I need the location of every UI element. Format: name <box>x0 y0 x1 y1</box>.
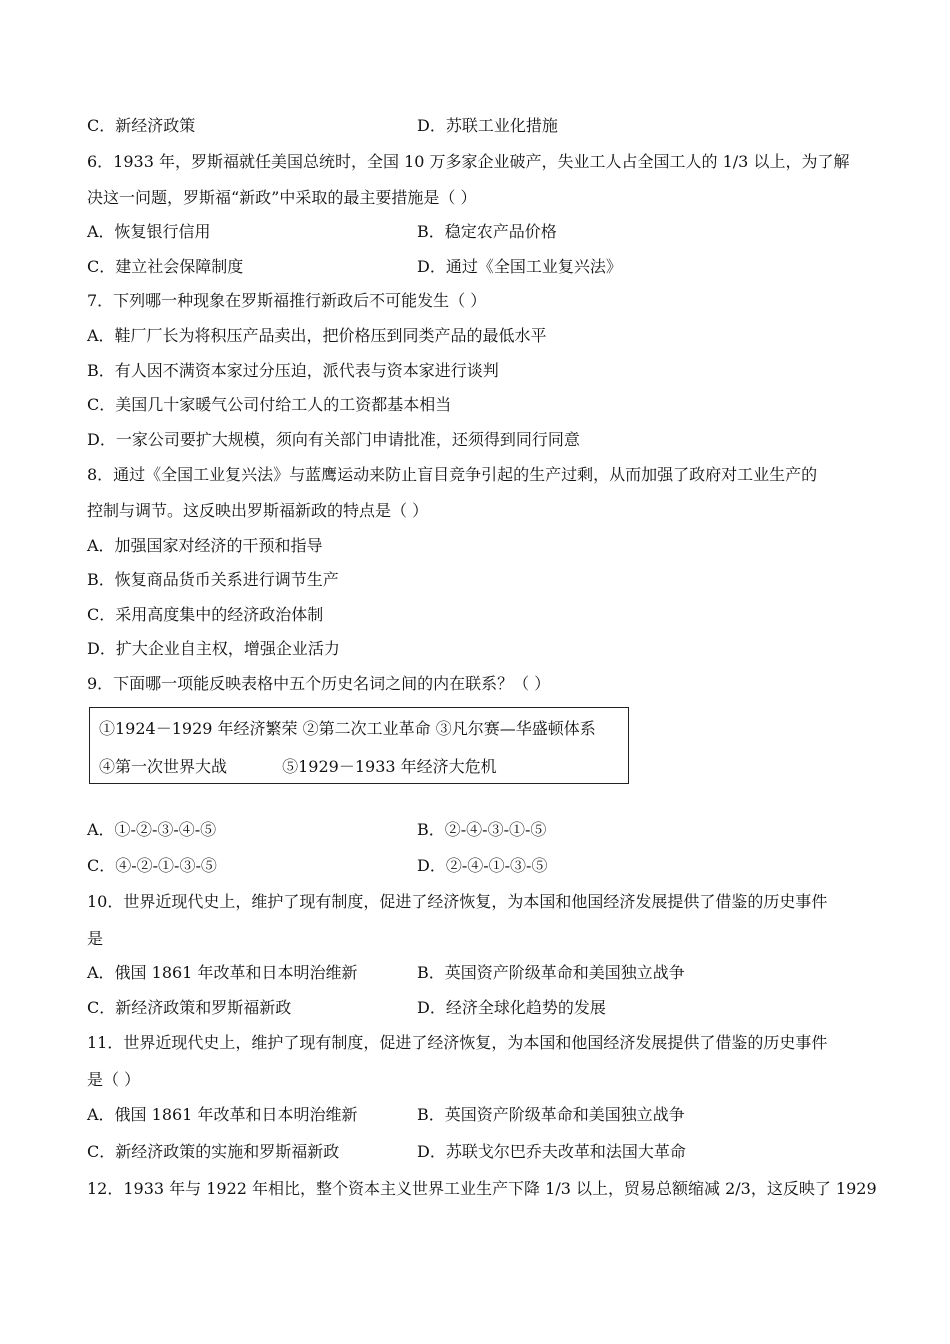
q9-option-a: A．①-②-③-④-⑤ <box>87 820 217 839</box>
q11-option-d: D．苏联戈尔巴乔夫改革和法国大革命 <box>417 1142 686 1161</box>
q6-option-a: A．恢复银行信用 <box>87 222 211 241</box>
q7-option-d: D．一家公司要扩大规模，须向有关部门申请批准，还须得到同行同意 <box>87 430 580 449</box>
q8-option-c: C．采用高度集中的经济政治体制 <box>87 605 324 624</box>
q7-option-a: A．鞋厂厂长为将积压产品卖出，把价格压到同类产品的最低水平 <box>87 326 547 345</box>
q11-stem-line1: 11．世界近现代史上，维护了现有制度，促进了经济恢复，为本国和他国经济发展提供了借鉴的历史事件 <box>87 1033 828 1052</box>
q7-option-b: B．有人因不满资本家过分压迫，派代表与资本家进行谈判 <box>87 361 499 380</box>
q5-option-c: C．新经济政策 <box>87 116 196 135</box>
q9-terms-table <box>89 707 629 784</box>
q9-term-1: ①1924－1929 年经济繁荣 <box>99 719 298 738</box>
q8-option-a: A．加强国家对经济的干预和指导 <box>87 536 323 555</box>
q7-option-c: C．美国几十家暖气公司付给工人的工资都基本相当 <box>87 395 452 414</box>
q11-stem-line2: 是（ ） <box>87 1070 141 1089</box>
q9-term-3: ③凡尔赛—华盛顿体系 <box>435 719 596 738</box>
q6-option-b: B．稳定农产品价格 <box>417 222 557 241</box>
q10-option-a: A．俄国 1861 年改革和日本明治维新 <box>87 963 358 982</box>
q9-table-row-2 <box>99 756 497 778</box>
q9-stem: 9．下面哪一项能反映表格中五个历史名词之间的内在联系？（ ） <box>87 674 551 693</box>
q10-option-c: C．新经济政策和罗斯福新政 <box>87 998 292 1017</box>
q9-term-5: ⑤1929－1933 年经济大危机 <box>282 757 497 776</box>
q7-stem: 7．下列哪一种现象在罗斯福推行新政后不可能发生（ ） <box>87 291 487 310</box>
q8-option-d: D．扩大企业自主权，增强企业活力 <box>87 639 340 658</box>
q6-option-c: C．建立社会保障制度 <box>87 257 244 276</box>
q5-option-d: D．苏联工业化措施 <box>417 116 558 135</box>
q10-stem-line1: 10．世界近现代史上，维护了现有制度，促进了经济恢复，为本国和他国经济发展提供了借鉴的历史事件 <box>87 892 828 911</box>
q9-term-2: ②第二次工业革命 <box>302 719 431 738</box>
q11-option-a: A．俄国 1861 年改革和日本明治维新 <box>87 1105 358 1124</box>
q6-stem-line2: 决这一问题，罗斯福“新政”中采取的最主要措施是（ ） <box>87 188 477 207</box>
q9-option-b: B．②-④-③-①-⑤ <box>417 820 547 839</box>
q9-term-4: ④第一次世界大战 <box>99 757 228 776</box>
q10-stem-line2: 是 <box>87 929 104 948</box>
q11-option-b: B．英国资产阶级革命和美国独立战争 <box>417 1105 685 1124</box>
q8-stem-line1: 8．通过《全国工业复兴法》与蓝鹰运动来防止盲目竞争引起的生产过剩，从而加强了政府对工业生产的 <box>87 465 818 484</box>
q9-option-c: C．④-②-①-③-⑤ <box>87 856 217 875</box>
q6-option-d: D．通过《全国工业复兴法》 <box>417 257 622 276</box>
q11-option-c: C．新经济政策的实施和罗斯福新政 <box>87 1142 340 1161</box>
q6-stem-line1: 6．1933 年，罗斯福就任美国总统时，全国 10 万多家企业破产，失业工人占全国工人的 1/3 以上，为了解 <box>87 152 850 171</box>
q9-table-row-1 <box>99 718 596 740</box>
q8-stem-line2: 控制与调节。这反映出罗斯福新政的特点是（ ） <box>87 501 429 520</box>
q10-option-b: B．英国资产阶级革命和美国独立战争 <box>417 963 685 982</box>
q10-option-d: D．经济全球化趋势的发展 <box>417 998 606 1017</box>
q12-stem-line1: 12．1933 年与 1922 年相比，整个资本主义世界工业生产下降 1/3 以上，贸易总额缩减 2/3，这反映了 1929 <box>87 1179 877 1198</box>
q9-option-d: D．②-④-①-③-⑤ <box>417 856 548 875</box>
q8-option-b: B．恢复商品货币关系进行调节生产 <box>87 570 339 589</box>
